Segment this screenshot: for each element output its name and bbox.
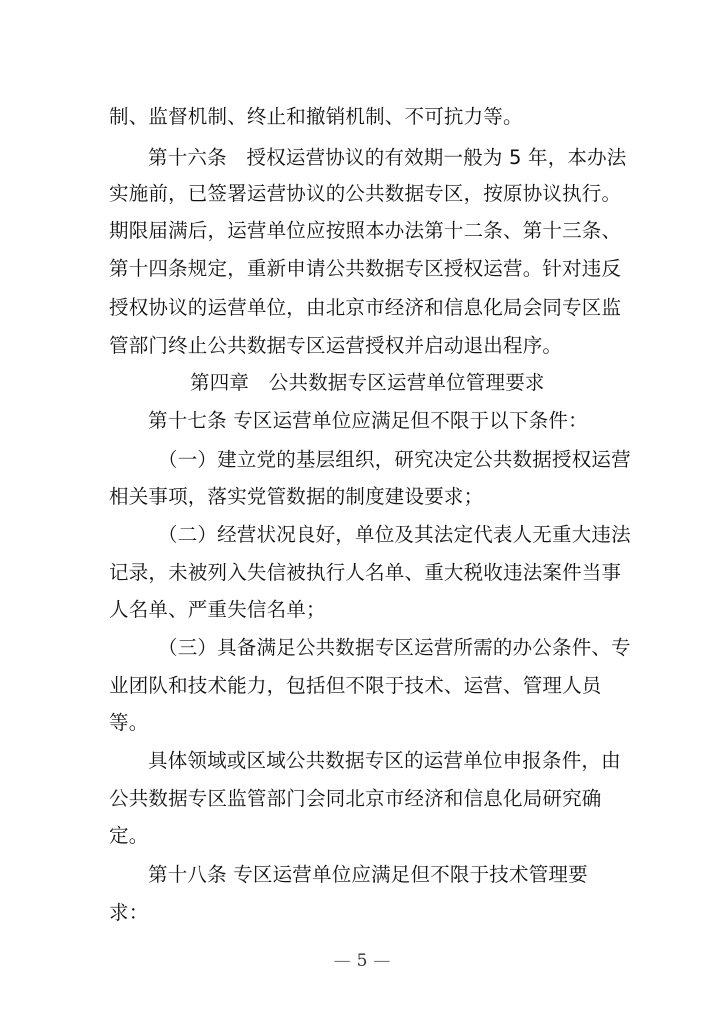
article-18-line-1: 第十八条 专区运营单位应满足但不限于技术管理要 — [148, 863, 588, 886]
article-17-line-1: 第十七条 专区运营单位应满足但不限于以下条件： — [148, 409, 588, 432]
item-2-line-1: （二）经营状况良好，单位及其法定代表人无重大违法 — [158, 523, 631, 546]
item-1-line-1: （一）建立党的基层组织，研究决定公共数据授权运营 — [158, 448, 631, 471]
article-16-line-2: 实施前，已签署运营协议的公共数据专区，按原协议执行。 — [109, 182, 622, 205]
item-3-line-2: 业团队和技术能力，包括但不限于技术、运营、管理人员 — [109, 674, 602, 697]
page-footer — [0, 951, 724, 971]
article-16-line-3: 期限届满后，运营单位应按照本办法第十二条、第十三条、 — [109, 219, 622, 242]
text-line-1: 制、监督机制、终止和撤销机制、不可抗力等。 — [109, 105, 523, 128]
item-3-line-3: 等。 — [109, 711, 149, 734]
article-16-line-5: 授权协议的运营单位，由北京市经济和信息化局会同专区监 — [109, 296, 622, 319]
footer-dash-left: — — [333, 951, 351, 971]
footer-dash-right: — — [373, 951, 391, 971]
page-number: 5 — [356, 951, 368, 971]
item-2-line-3: 人名单、严重失信名单； — [109, 598, 326, 621]
article-16-line-6: 管部门终止公共数据专区运营授权并启动退出程序。 — [109, 334, 563, 357]
article-18-line-2: 求： — [109, 901, 149, 924]
paragraph-line-1: 具体领域或区域公共数据专区的运营单位申报条件，由 — [148, 749, 621, 772]
article-16-line-4: 第十四条规定，重新申请公共数据专区授权运营。针对违反 — [109, 257, 622, 280]
article-16-line-1: 第十六条 授权运营协议的有效期一般为 5 年，本办法 — [148, 146, 627, 169]
paragraph-line-3: 定。 — [109, 824, 149, 847]
item-3-line-1: （三）具备满足公共数据专区运营所需的办公条件、专 — [158, 636, 631, 659]
paragraph-line-2: 公共数据专区监管部门会同北京市经济和信息化局研究确 — [109, 787, 602, 810]
item-1-line-2: 相关事项，落实党管数据的制度建设要求； — [109, 485, 484, 508]
chapter-4-heading: 第四章 公共数据专区运营单位管理要求 — [190, 371, 545, 394]
item-2-line-2: 记录，未被列入失信被执行人名单、重大税收违法案件当事 — [109, 561, 622, 584]
